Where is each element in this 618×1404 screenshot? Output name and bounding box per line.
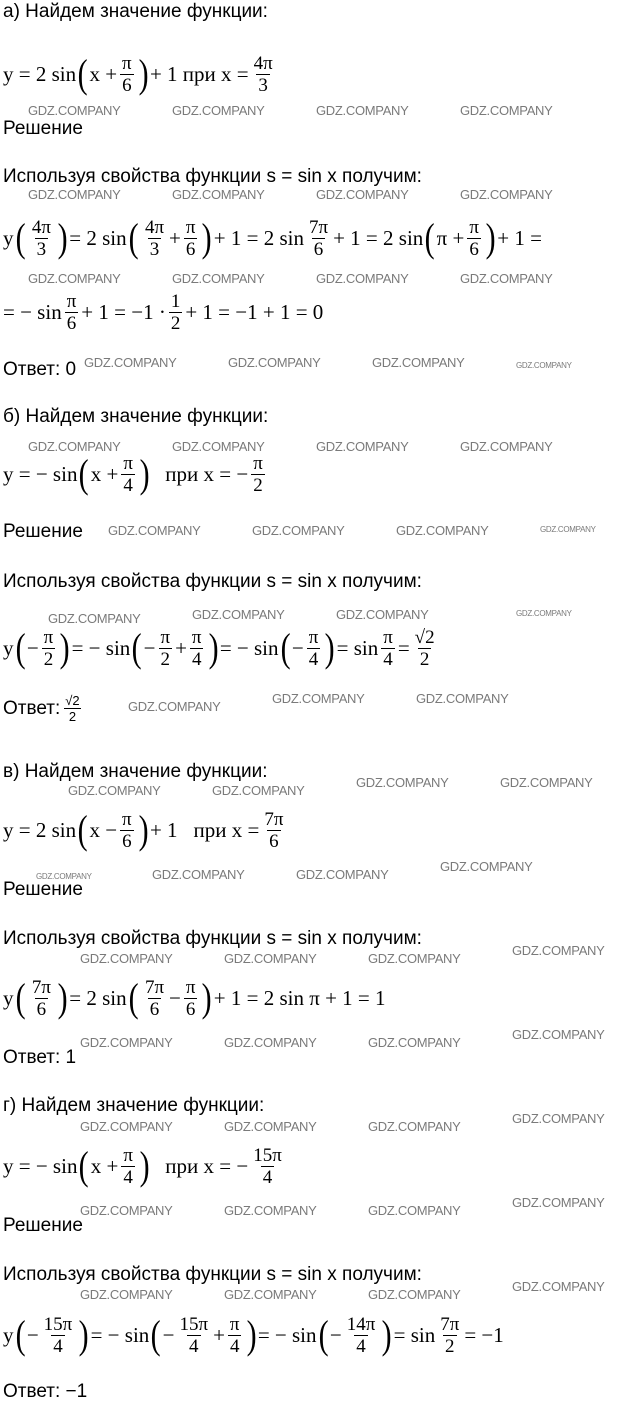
fraction — [158, 627, 172, 670]
denominator: 2 — [253, 474, 263, 496]
numerator: π — [253, 452, 263, 474]
numerator: π — [122, 52, 132, 74]
numerator: 7π — [264, 808, 284, 830]
part-b-solution-label: Решение — [3, 521, 83, 542]
denominator: 3 — [258, 74, 268, 96]
denominator: 4 — [262, 1166, 273, 1188]
watermark: GDZ.COMPANY — [272, 691, 365, 706]
denominator: 6 — [185, 238, 196, 260]
denominator: 6 — [122, 74, 132, 96]
fraction — [252, 53, 275, 96]
watermark: GDZ.COMPANY — [368, 1119, 461, 1134]
denominator: 4 — [191, 648, 202, 670]
fraction — [30, 977, 53, 1020]
watermark: GDZ.COMPANY — [28, 187, 121, 202]
fraction — [121, 453, 135, 496]
watermark: GDZ.COMPANY — [28, 271, 121, 286]
watermark: GDZ.COMPANY — [512, 943, 605, 958]
math-text: − — [143, 635, 156, 660]
denominator: 6 — [313, 238, 324, 260]
math-text: = − sin — [257, 1322, 317, 1347]
fraction — [381, 627, 395, 670]
math-text: π + — [436, 225, 465, 250]
numerator: 15π — [179, 1313, 209, 1335]
fraction — [143, 977, 166, 1020]
denominator: 3 — [149, 238, 160, 260]
denominator: 4 — [53, 1335, 63, 1357]
watermark: GDZ.COMPANY — [416, 691, 509, 706]
denominator: 6 — [149, 998, 160, 1020]
watermark: GDZ.COMPANY — [372, 355, 465, 370]
paren-right: ) — [57, 215, 68, 260]
watermark: GDZ.COMPANY — [80, 1287, 173, 1302]
paren-left: ( — [79, 451, 90, 496]
math-text: при x = − — [165, 1153, 249, 1178]
paren-left: ( — [150, 1312, 161, 1357]
fraction — [120, 809, 134, 852]
fraction — [184, 977, 198, 1020]
watermark: GDZ.COMPANY — [460, 187, 553, 202]
fraction — [307, 627, 321, 670]
paren-right: ) — [381, 1312, 392, 1357]
watermark: GDZ.COMPANY — [172, 187, 265, 202]
math-text: + — [175, 635, 187, 660]
part-d-equation-1 — [3, 1305, 504, 1365]
watermark: GDZ.COMPANY — [192, 607, 285, 622]
math-text: x + — [90, 1153, 119, 1178]
part-a-solution-label: Решение — [3, 118, 83, 139]
fraction — [251, 453, 265, 496]
paren-right: ) — [59, 625, 70, 670]
numerator: π — [191, 626, 202, 648]
math-text: y = − sin — [3, 1153, 78, 1178]
math-text: − — [162, 1322, 175, 1347]
numerator: √2 — [65, 693, 80, 708]
fraction — [42, 1314, 75, 1357]
watermark: GDZ.COMPANY — [80, 1119, 173, 1134]
math-text: + 1 при x = — [149, 61, 249, 86]
paren-left: ( — [424, 215, 435, 260]
watermark: GDZ.COMPANY — [28, 103, 121, 118]
part-a-equation-1 — [3, 208, 542, 268]
paren-left: ( — [280, 625, 291, 670]
paren-right: ) — [78, 1312, 89, 1357]
watermark: GDZ.COMPANY — [224, 951, 317, 966]
numerator: π — [66, 290, 77, 312]
watermark: GDZ.COMPANY — [128, 699, 221, 714]
denominator: 6 — [269, 830, 279, 852]
paren-right: ) — [208, 625, 219, 670]
part-d-function — [3, 1136, 287, 1196]
part-a-heading: а) Найдем значение функции: — [3, 1, 268, 22]
denominator: 4 — [356, 1335, 366, 1357]
math-text: при x = — [193, 817, 260, 842]
numerator: π — [383, 626, 393, 648]
watermark: GDZ.COMPANY — [80, 1035, 173, 1050]
math-text: y = 2 sin — [3, 61, 77, 86]
fraction — [467, 217, 481, 260]
paren-right: ) — [202, 215, 213, 260]
math-text: = − sin — [219, 635, 279, 660]
numerator: π — [123, 452, 133, 474]
paren-left: ( — [15, 1312, 26, 1357]
denominator: 6 — [469, 238, 479, 260]
watermark: GDZ.COMPANY — [396, 523, 489, 538]
numerator: π — [229, 1313, 240, 1335]
denominator: 2 — [170, 312, 181, 334]
math-text: y — [3, 225, 14, 250]
watermark: GDZ.COMPANY — [252, 523, 345, 538]
part-d-heading: г) Найдем значение функции: — [3, 1095, 265, 1116]
watermark: GDZ.COMPANY — [460, 271, 553, 286]
watermark: GDZ.COMPANY — [172, 271, 265, 286]
paren-right: ) — [138, 51, 149, 96]
numerator: π — [185, 216, 196, 238]
watermark: GDZ.COMPANY — [368, 1287, 461, 1302]
fraction — [184, 217, 198, 260]
paren-right: ) — [138, 807, 149, 852]
watermark: GDZ.COMPANY — [68, 783, 161, 798]
watermark: GDZ.COMPANY — [36, 872, 92, 881]
watermark: GDZ.COMPANY — [540, 525, 596, 534]
watermark: GDZ.COMPANY — [224, 1119, 317, 1134]
paren-left: ( — [131, 625, 142, 670]
watermark: GDZ.COMPANY — [316, 271, 409, 286]
part-b-property-line: Используя свойства функции s = sin x получим: — [3, 571, 422, 592]
answer-label: Ответ: — [3, 697, 61, 719]
denominator: 2 — [68, 709, 77, 724]
paren-left: ( — [77, 807, 88, 852]
watermark: GDZ.COMPANY — [224, 1203, 317, 1218]
watermark: GDZ.COMPANY — [440, 859, 533, 874]
fraction — [30, 217, 53, 260]
paren-left: ( — [15, 215, 26, 260]
fraction — [413, 627, 437, 670]
fraction — [65, 291, 79, 334]
fraction — [42, 627, 56, 670]
watermark: GDZ.COMPANY — [500, 775, 593, 790]
paren-left: ( — [128, 215, 139, 260]
fraction — [177, 1314, 210, 1357]
numerator: 4π — [253, 52, 273, 74]
math-text: = − sin — [90, 1322, 150, 1347]
math-text: − — [329, 1322, 342, 1347]
part-d-property-line: Используя свойства функции s = sin x получим: — [3, 1264, 422, 1285]
watermark: GDZ.COMPANY — [228, 355, 321, 370]
math-text: = 2 sin — [69, 985, 127, 1010]
numerator: 7π — [31, 976, 51, 998]
denominator: 2 — [160, 648, 171, 670]
denominator: 3 — [36, 238, 47, 260]
watermark: GDZ.COMPANY — [108, 523, 201, 538]
math-text: + — [169, 225, 181, 250]
paren-right: ) — [485, 215, 496, 260]
part-a-function — [3, 44, 278, 104]
fraction — [262, 809, 285, 852]
denominator: 4 — [123, 474, 133, 496]
math-text: при x = − — [165, 461, 249, 486]
watermark: GDZ.COMPANY — [212, 783, 305, 798]
numerator: π — [160, 626, 171, 648]
watermark: GDZ.COMPANY — [316, 187, 409, 202]
numerator: π — [122, 808, 132, 830]
watermark: GDZ.COMPANY — [224, 1035, 317, 1050]
numerator: π — [123, 1144, 133, 1166]
part-b-answer — [3, 693, 81, 724]
watermark: GDZ.COMPANY — [512, 1195, 605, 1210]
denominator: 4 — [229, 1335, 240, 1357]
part-d-answer: Ответ: −1 — [3, 1381, 88, 1402]
watermark: GDZ.COMPANY — [368, 951, 461, 966]
paren-left: ( — [15, 625, 26, 670]
denominator: 2 — [43, 648, 54, 670]
numerator: 7π — [309, 216, 329, 238]
watermark: GDZ.COMPANY — [172, 103, 265, 118]
part-d-solution-label: Решение — [3, 1215, 83, 1236]
numerator: π — [469, 216, 479, 238]
watermark: GDZ.COMPANY — [336, 607, 429, 622]
watermark: GDZ.COMPANY — [356, 775, 449, 790]
fraction — [121, 1145, 135, 1188]
watermark: GDZ.COMPANY — [516, 609, 572, 618]
denominator: 6 — [122, 830, 132, 852]
math-text: = −1 — [464, 1322, 504, 1347]
paren-left: ( — [15, 975, 26, 1020]
watermark: GDZ.COMPANY — [316, 103, 409, 118]
numerator: 14π — [346, 1313, 376, 1335]
math-text: + 1 — [149, 817, 178, 842]
numerator: π — [185, 976, 196, 998]
watermark: GDZ.COMPANY — [152, 867, 245, 882]
paren-right: ) — [324, 625, 335, 670]
watermark: GDZ.COMPANY — [368, 1035, 461, 1050]
fraction — [120, 53, 134, 96]
fraction — [307, 217, 330, 260]
paren-right: ) — [139, 451, 150, 496]
part-c-solution-label: Решение — [3, 879, 83, 900]
math-text: = sin — [393, 1322, 436, 1347]
math-text: = 2 sin — [69, 225, 127, 250]
part-a-answer: Ответ: 0 — [3, 359, 77, 380]
paren-left: ( — [79, 1143, 90, 1188]
math-text: x − — [89, 817, 118, 842]
part-c-heading: в) Найдем значение функции: — [3, 761, 268, 782]
math-text: y — [3, 985, 14, 1010]
fraction — [438, 1314, 461, 1357]
answer-fraction — [64, 693, 80, 724]
part-c-property-line: Используя свойства функции s = sin x получим: — [3, 928, 422, 949]
numerator: 4π — [144, 216, 165, 238]
numerator: π — [43, 626, 54, 648]
math-text: + 1 = −1 · — [81, 299, 166, 324]
denominator: 4 — [189, 1335, 199, 1357]
fraction — [190, 627, 204, 670]
math-text: + 1 = 2 sin — [213, 225, 304, 250]
math-text: y — [3, 1322, 14, 1347]
denominator: 6 — [185, 998, 196, 1020]
numerator: 15π — [43, 1313, 73, 1335]
watermark: GDZ.COMPANY — [368, 1203, 461, 1218]
fraction — [345, 1314, 378, 1357]
math-text: − — [291, 635, 304, 660]
paren-right: ) — [57, 975, 68, 1020]
watermark: GDZ.COMPANY — [460, 103, 553, 118]
part-c-equation-1 — [3, 968, 386, 1028]
watermark: GDZ.COMPANY — [224, 1287, 317, 1302]
numerator: π — [308, 626, 319, 648]
watermark: GDZ.COMPANY — [512, 1111, 605, 1126]
denominator: 4 — [123, 1166, 133, 1188]
math-text: x + — [90, 461, 119, 486]
part-b-heading: б) Найдем значение функции: — [3, 406, 269, 427]
watermark: GDZ.COMPANY — [460, 439, 553, 454]
math-text: y = 2 sin — [3, 817, 77, 842]
watermark: GDZ.COMPANY — [80, 951, 173, 966]
watermark: GDZ.COMPANY — [172, 439, 265, 454]
math-text: = — [397, 635, 410, 660]
part-c-function — [3, 800, 288, 860]
watermark: GDZ.COMPANY — [316, 439, 409, 454]
denominator: 4 — [308, 648, 319, 670]
paren-right: ) — [139, 1143, 150, 1188]
watermark: GDZ.COMPANY — [84, 355, 177, 370]
paren-right: ) — [202, 975, 213, 1020]
fraction — [169, 291, 183, 334]
part-a-equation-2 — [3, 282, 323, 342]
math-text: + 1 = 2 sin — [333, 225, 424, 250]
watermark: GDZ.COMPANY — [80, 1203, 173, 1218]
watermark: GDZ.COMPANY — [512, 1279, 605, 1294]
math-text: = sin — [336, 635, 379, 660]
numerator: 15π — [253, 1144, 282, 1166]
watermark: GDZ.COMPANY — [28, 439, 121, 454]
paren-left: ( — [77, 51, 88, 96]
math-text: + — [213, 1322, 225, 1347]
math-text: = − sin — [71, 635, 131, 660]
math-text: + 1 = — [497, 225, 542, 250]
numerator: √2 — [414, 626, 435, 648]
math-text: y = − sin — [3, 461, 78, 486]
math-text: − — [26, 635, 39, 660]
fraction — [251, 1145, 284, 1188]
numerator: 7π — [144, 976, 165, 998]
denominator: 2 — [445, 1335, 455, 1357]
numerator: 7π — [440, 1313, 460, 1335]
math-text: + 1 = −1 + 1 = 0 — [185, 299, 324, 324]
denominator: 6 — [66, 312, 77, 334]
denominator: 2 — [419, 648, 430, 670]
numerator: 4π — [31, 216, 51, 238]
fraction — [143, 217, 166, 260]
math-text: − — [169, 985, 181, 1010]
paren-left: ( — [128, 975, 139, 1020]
paren-right: ) — [246, 1312, 257, 1357]
fraction — [228, 1314, 242, 1357]
numerator: 1 — [170, 290, 181, 312]
math-text: x + — [89, 61, 118, 86]
math-text: − — [26, 1322, 39, 1347]
math-text: = − sin — [3, 299, 62, 324]
denominator: 6 — [36, 998, 47, 1020]
watermark: GDZ.COMPANY — [516, 361, 572, 370]
math-text: + 1 = 2 sin π + 1 = 1 — [213, 985, 386, 1010]
watermark: GDZ.COMPANY — [296, 867, 389, 882]
paren-left: ( — [318, 1312, 329, 1357]
watermark: GDZ.COMPANY — [512, 1027, 605, 1042]
part-b-equation-1 — [3, 618, 440, 678]
math-text: y — [3, 635, 14, 660]
denominator: 4 — [383, 648, 393, 670]
watermark: GDZ.COMPANY — [48, 611, 141, 626]
part-c-answer: Ответ: 1 — [3, 1047, 77, 1068]
part-a-property-line: Используя свойства функции s = sin x получим: — [3, 166, 422, 187]
